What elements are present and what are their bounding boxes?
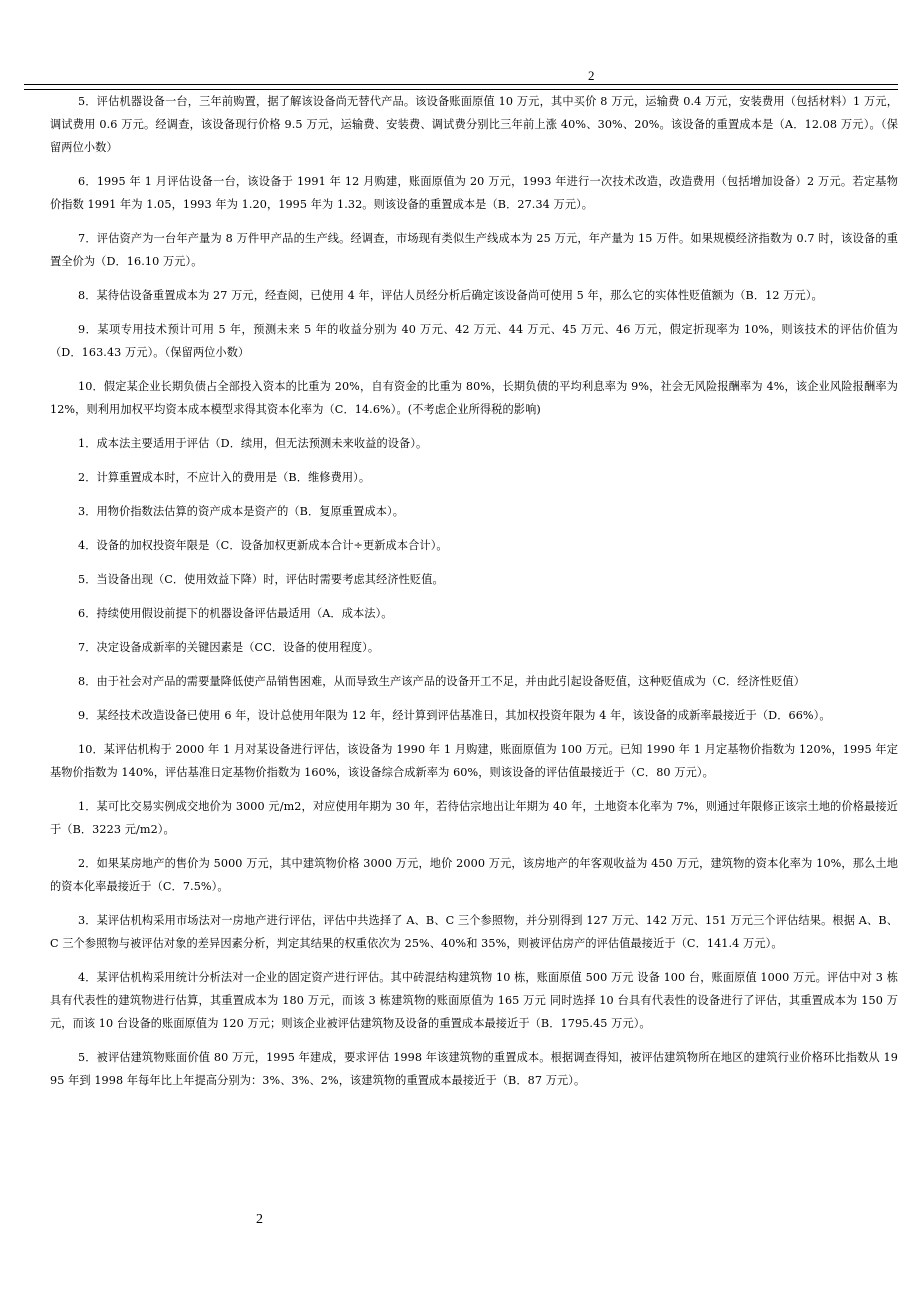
paragraph-mc9-renovated-equipment: 9．某经技术改造设备已使用 6 年，设计总使用年限为 12 年，经计算到评估基准日，其加权投资年限为 4 年，该设备的成新率最接近于（D．66%）。 [78, 709, 831, 722]
footer-page-number: 2 [256, 1212, 263, 1227]
paragraph-mc2-excluded-costs: 2．计算重置成本时，不应计入的费用是（B．维修费用）。 [78, 471, 371, 484]
paragraph-mc4-weighted-investment-years: 4．设备的加权投资年限是（C．设备加权更新成本合计÷更新成本合计）。 [78, 539, 448, 552]
paragraph-re1-land-price: 1．某可比交易实例成交地价为 3000 元/m2，对应使用年期为 30 年，若待估宗地出让年期为 40 年，土地资本化率为 7%，则通过年限修正该宗土地的价格最接近于（B．3223 元/m2）。 [50, 800, 898, 836]
paragraph-re5-building-replacement: 5．被评估建筑物账面价值 80 万元，1995 年建成，要求评估 1998 年该建筑物的重置成本。根据调查得知，被评估建筑物所在地区的建筑行业价格环比指数从 1995 年到 1998 年每年比上年提高分别为：3%、3%、2%，该建筑物的重置成本最接近于（B．87 万元）。 [50, 1051, 898, 1087]
paragraph-mc3-price-index-method: 3．用物价指数法估算的资产成本是资产的（B．复原重置成本）。 [78, 505, 404, 518]
paragraph-re4-statistical-method: 4．某评估机构采用统计分析法对一企业的固定资产进行评估。其中砖混结构建筑物 10 栋，账面原值 500 万元 设备 100 台，账面原值 1000 万元。评估中对 3 栋具有代表性的建筑物进行估算，其重置成本为 180 万元，而该 3 栋建筑物的账面原值为 165 万元 同时选择 10 台具有代表性的设备进行了评估，其重置成本为 150 万元，而该 10 台设备的账面原值为 120 万元；则该企业被评估建筑物及设备的重置成本最接近于（B．1795.45 万元）。 [50, 971, 898, 1030]
paragraph-mc6-going-concern: 6．持续使用假设前提下的机器设备评估最适用（A．成本法）。 [78, 607, 393, 620]
document-body [50, 90, 898, 1103]
paragraph-mc10-equipment-valuation: 10．某评估机构于 2000 年 1 月对某设备进行评估，该设备为 1990 年 1 月购建，账面原值为 100 万元。已知 1990 年 1 月定基物价指数为 120%，1995 年定基物价指数为 140%，评估基准日定基物价指数为 160%，该设备综合成新率为 60%，则该设备的评估值最接近于（C．80 万元）。 [50, 743, 898, 779]
paragraph-q5-equipment-replacement-cost: 5．评估机器设备一台，三年前购置，据了解该设备尚无替代产品。该设备账面原值 10 万元，其中买价 8 万元，运输费 0.4 万元，安装费用（包括材料）1 万元，调试费用 0.6 万元。经调查，该设备现行价格 9.5 万元，运输费、安装费、调试费分别比三年前上涨 40%、30%、20%。该设备的重置成本是（A．12.08 万元）。（保留两位小数） [50, 95, 898, 154]
paragraph-q7-scale-economy: 7．评估资产为一台年产量为 8 万件甲产品的生产线。经调查，市场现有类似生产线成本为 25 万元，年产量为 15 万件。如果规模经济指数为 0.7 时，该设备的重置全价为（D．16.10 万元）。 [50, 232, 898, 268]
paragraph-mc5-economic-depreciation: 5．当设备出现（C．使用效益下降）时，评估时需要考虑其经济性贬值。 [78, 573, 444, 586]
paragraph-q6-price-index: 6．1995 年 1 月评估设备一台，该设备于 1991 年 12 月购建，账面原值为 20 万元，1993 年进行一次技术改造，改造费用（包括增加设备）2 万元。若定基物价指数 1991 年为 1.05，1993 年为 1.20，1995 年为 1.32。则该设备的重置成本是（B．27.34 万元）。 [50, 175, 898, 211]
paragraph-mc8-demand-decline: 8．由于社会对产品的需要量降低使产品销售困难，从而导致生产该产品的设备开工不足，并由此引起设备贬值，这种贬值成为（C．经济性贬值） [78, 675, 805, 688]
paragraph-q8-physical-depreciation: 8．某待估设备重置成本为 27 万元，经查阅，已使用 4 年，评估人员经分析后确定该设备尚可使用 5 年，那么它的实体性贬值额为（B．12 万元）。 [78, 289, 823, 302]
header-page-number: 2 [588, 68, 595, 83]
paragraph-q10-capitalization-rate: 10．假定某企业长期负债占全部投入资本的比重为 20%，自有资金的比重为 80%，长期负债的平均利息率为 9%，社会无风险报酬率为 4%，该企业风险报酬率为 12%，则利用加权平均资本成本模型求得其资本化率为（C．14.6%）。(不考虑企业所得税的影响) [50, 380, 898, 416]
paragraph-re3-market-method: 3．某评估机构采用市场法对一房地产进行评估，评估中共选择了 A、B、C 三个参照物，并分别得到 127 万元、142 万元、151 万元三个评估结果。根据 A、B、C 三个参照物与被评估对象的差异因素分析，判定其结果的权重依次为 25%、40%和 35%，则被评估房产的评估值最接近于（C．141.4 万元）。 [50, 914, 898, 950]
paragraph-mc7-newness-rate: 7．决定设备成新率的关键因素是（CC．设备的使用程度）。 [78, 641, 380, 654]
paragraph-q9-technology-valuation: 9．某项专用技术预计可用 5 年，预测未来 5 年的收益分别为 40 万元、42 万元、44 万元、45 万元、46 万元，假定折现率为 10%，则该技术的评估价值为（D．163.43 万元）。（保留两位小数） [50, 323, 898, 359]
paragraph-re2-land-cap-rate: 2．如果某房地产的售价为 5000 万元，其中建筑物价格 3000 万元，地价 2000 万元，该房地产的年客观收益为 450 万元，建筑物的资本化率为 10%，那么土地的资本化率最接近于（C．7.5%）。 [50, 857, 898, 893]
paragraph-mc1-cost-method: 1．成本法主要适用于评估（D．续用，但无法预测未来收益的设备）。 [78, 437, 428, 450]
